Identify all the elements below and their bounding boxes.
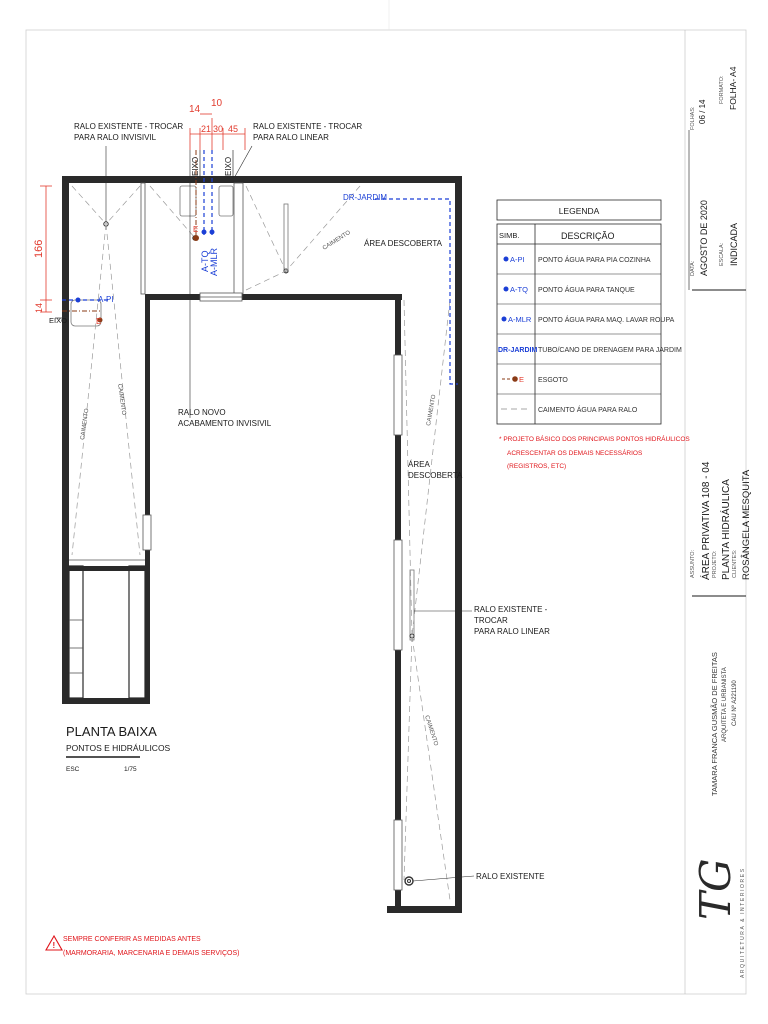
legend-description: CAIMENTO ÁGUA PARA RALO [538,407,638,414]
label-area-descoberta-right: DESCOBERTA [408,471,463,480]
label-area-descoberta-top: ÁREA DESCOBERTA [364,239,442,248]
note-ralo-novo: ACABAMENTO INVISIVIL [178,419,272,428]
plan-title: PLANTA BAIXA [66,724,157,739]
label-a-mlr: A-MLR [209,247,219,276]
wall-left-outer [62,176,69,703]
tb-escala-value: INDICADA [729,222,739,266]
partition-left [141,183,145,294]
wall-inner-top [145,294,402,300]
legend-title: LEGENDA [558,206,600,216]
tb-escala-label: ESCALA: [719,242,725,266]
note-ralo-invisivel: RALO EXISTENTE - TROCAR [74,122,184,131]
tb-logo-tagline: ARQUITETURA & INTERIORES [740,867,746,978]
wall-inner-left [145,294,150,704]
tb-assunto-value: ÁREA PRIVATIVA 108 - 04 [701,461,712,580]
legend-note: (REGISTROS, ETC) [507,463,567,470]
warning-text: (MARMORARIA, MARCENARIA E DEMAIS SERVIÇOS) [63,950,240,957]
dim-30: 30 [213,124,224,134]
tb-architect-cau: CAU Nº A221190 [732,680,738,726]
drain-pipe-jardim [375,199,458,384]
slope-label: CAIMENTO [426,394,438,427]
tb-data-label: DATA: [690,260,696,276]
label-e-top: E [193,225,199,234]
dim-14-top: 14 [189,104,201,115]
point-a-mlr [210,230,215,235]
legend-point-icon [504,287,509,292]
label-dr-jardim: DR-JARDIM [343,193,387,202]
slope-label: CAIMENTO [321,229,352,252]
dim-21: 21 [201,124,212,134]
wall-top-outer [62,176,462,183]
legend-sewer-icon [512,376,518,382]
axis-label: EIXO [191,156,200,176]
window-right-3 [394,820,402,890]
note-ralo-linear: PARA RALO LINEAR [253,133,329,142]
note-ralo-linear: RALO EXISTENTE - TROCAR [253,122,363,131]
scale-label: ESC [66,766,80,773]
slope-labels [80,230,439,747]
note-ralo-right: TROCAR [474,616,508,625]
title-block [689,66,752,978]
note-ralo-novo: RALO NOVO [178,408,226,417]
point-a-pi [76,298,81,303]
storage-column [69,566,83,698]
legend-description: PONTO ÁGUA PARA PIA COZINHA [538,257,651,264]
legend-symbol: A-TQ [510,285,528,294]
tb-assunto-label: ASSUNTO: [690,549,696,578]
legend-description: PONTO ÁGUA PARA MAQ. LAVAR ROUPA [538,317,675,324]
dim-10-top: 10 [211,98,223,109]
tb-formato-value: FOLHA- A4 [728,66,738,110]
slope-label: CAIMENTO [80,408,91,441]
point-esgoto-top [193,235,199,241]
point-a-tq [202,230,207,235]
tb-architect-role: ARQUITETA E URBANISTA [722,667,728,742]
openings [69,293,402,890]
tb-folhas-value: 06 / 14 [698,99,707,124]
tb-cliente-label: CLIENTES: [732,549,738,578]
sheet-border [26,30,746,994]
drains [104,222,414,885]
legend-description: TUBO/CANO DE DRENAGEM PARA JARDIM [538,347,682,354]
tb-folhas-label: FOLHAS: [690,106,696,130]
legend-description: ESGOTO [538,377,568,384]
storage-column [129,566,145,698]
legend-col-description: DESCRIÇÃO [561,231,615,241]
tb-projeto-value: PLANTA HIDRÁULICA [721,479,732,580]
note-ralo-right: PARA RALO LINEAR [474,627,550,636]
drain-existing [405,877,413,885]
dim-166: 166 [33,239,45,258]
note-ralo-invisivel: PARA RALO INVISIVIL [74,133,157,142]
dim-45: 45 [228,124,239,134]
window-right-1 [394,355,402,435]
label-e-left: E [96,317,102,326]
wall-bottom-right [387,906,462,913]
scale-value: 1/75 [124,766,137,773]
label-area-descoberta-right: ÁREA [408,460,430,469]
tb-architect-name: TAMARA FRANCA GUSMÃO DE FREITAS [710,652,719,796]
window-right-2 [394,540,402,650]
drain-existing-inner [408,880,411,883]
annotation-leaders [106,146,474,881]
tb-cliente-value: ROSÂNGELA MESQUITA [741,469,752,580]
legend-symbol: E [519,375,525,384]
legend-symbol: A-MLR [508,315,532,324]
slope-lines [72,186,450,900]
note-ralo-right: RALO EXISTENTE - [474,605,548,614]
legend-col-symbol: SIMB. [499,231,520,240]
washer-fixture [219,186,233,216]
tb-data-value: AGOSTO DE 2020 [699,200,709,276]
tb-projeto-label: PROJETO: [712,550,718,578]
tank-fixture [180,186,196,216]
slope-label: CAIMENTO [423,714,439,747]
legend-table [497,200,682,424]
axis-label: EIXO [224,156,233,176]
wall-bottom-left [62,698,150,704]
tg-logo: TG [691,858,740,920]
legend-notes [499,434,690,470]
note-ralo-existente: RALO EXISTENTE [476,872,545,881]
legend-symbol: A-PI [510,255,525,264]
partition-right [234,183,243,294]
slope-label: CAIMENTO [116,383,127,416]
label-a-pi: A-PI [98,295,114,304]
legend-symbol: DR-JARDIM [498,347,538,354]
legend-note: * PROJETO BÁSICO DOS PRINCIPAIS PONTOS HIDRÁULICOS [499,436,690,443]
tb-formato-label: FORMATO: [719,75,725,104]
warning-icon-mark: ! [52,941,56,950]
linear-drain-top [284,204,288,272]
legend-description: PONTO ÁGUA PARA TANQUE [538,287,635,294]
measure-warning [46,936,239,957]
wall-storage-top [69,566,145,571]
dim-14-side: 14 [34,302,44,313]
legend-note: ACRESCENTAR OS DEMAIS NECESSÁRIOS [507,450,643,457]
window-left [143,515,151,550]
label-a-tq: A-TQ [200,250,210,272]
legend-point-icon [502,317,507,322]
wall-right-outer [455,176,462,913]
plan-title-block [66,724,171,773]
axis-label: EIXO [49,316,67,325]
legend-point-icon [504,257,509,262]
plan-subtitle: PONTOS E HIDRÁULICOS [66,743,171,753]
warning-text: SEMPRE CONFERIR AS MEDIDAS ANTES [63,936,201,943]
